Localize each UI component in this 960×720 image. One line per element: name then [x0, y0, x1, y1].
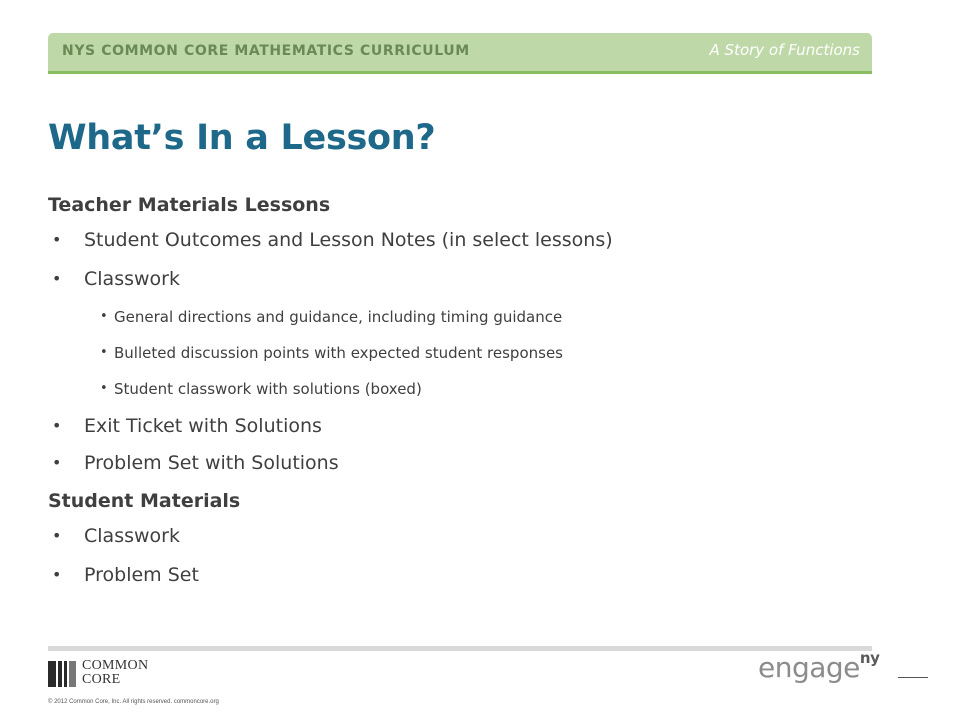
header-banner	[48, 33, 872, 71]
sub-list-item-text: Student classwork with solutions (boxed)	[114, 380, 422, 398]
common-core-logo-icon	[48, 661, 78, 687]
sub-list-item	[48, 376, 888, 412]
list-item	[48, 449, 888, 486]
footer-rule	[48, 646, 872, 651]
logo-line-1: COMMON	[82, 658, 149, 673]
list-item	[48, 265, 888, 304]
list-item	[48, 522, 888, 561]
list-item	[48, 412, 888, 449]
bullet-icon: •	[52, 269, 62, 288]
engage-text: engage	[758, 651, 860, 684]
section-heading-teacher: Teacher Materials Lessons	[48, 194, 331, 216]
bullet-icon: •	[52, 230, 62, 249]
bullet-icon: •	[100, 309, 108, 324]
module-label: A Story of Functions	[709, 41, 860, 59]
list-item-text: Problem Set with Solutions	[84, 452, 339, 474]
bullet-icon: •	[52, 416, 62, 435]
divider	[898, 677, 928, 678]
page-title: What’s In a Lesson?	[48, 118, 436, 158]
list-item-text: Problem Set	[84, 564, 199, 586]
copyright-text: © 2012 Common Core, Inc. All rights reserved. commoncore.org	[48, 699, 219, 705]
logo-line-2: CORE	[82, 672, 121, 687]
bullet-icon: •	[100, 345, 108, 360]
list-item-text: Student Outcomes and Lesson Notes (in select lessons)	[84, 229, 613, 251]
bullet-icon: •	[52, 565, 62, 584]
list-item-text: Exit Ticket with Solutions	[84, 415, 322, 437]
common-core-logo-text	[82, 659, 148, 687]
list-item	[48, 226, 888, 265]
list-item-text: Classwork	[84, 525, 180, 547]
sub-list-item	[48, 340, 888, 376]
list-item-text: Classwork	[84, 268, 180, 290]
list-item	[48, 561, 888, 600]
sub-list-item-text: Bulleted discussion points with expected student responses	[114, 344, 563, 362]
sub-list-item-text: General directions and guidance, including timing guidance	[114, 308, 563, 326]
bullet-icon: •	[100, 381, 108, 396]
lesson-content	[48, 190, 888, 600]
section-heading-student: Student Materials	[48, 490, 241, 512]
sub-list-item	[48, 304, 888, 340]
curriculum-label: NYS COMMON CORE MATHEMATICS CURRICULUM	[62, 43, 470, 59]
bullet-icon: •	[52, 453, 62, 472]
engageny-logo	[758, 648, 880, 684]
ny-text: ny	[859, 648, 880, 667]
bullet-icon: •	[52, 526, 62, 545]
header-rule	[48, 71, 872, 74]
